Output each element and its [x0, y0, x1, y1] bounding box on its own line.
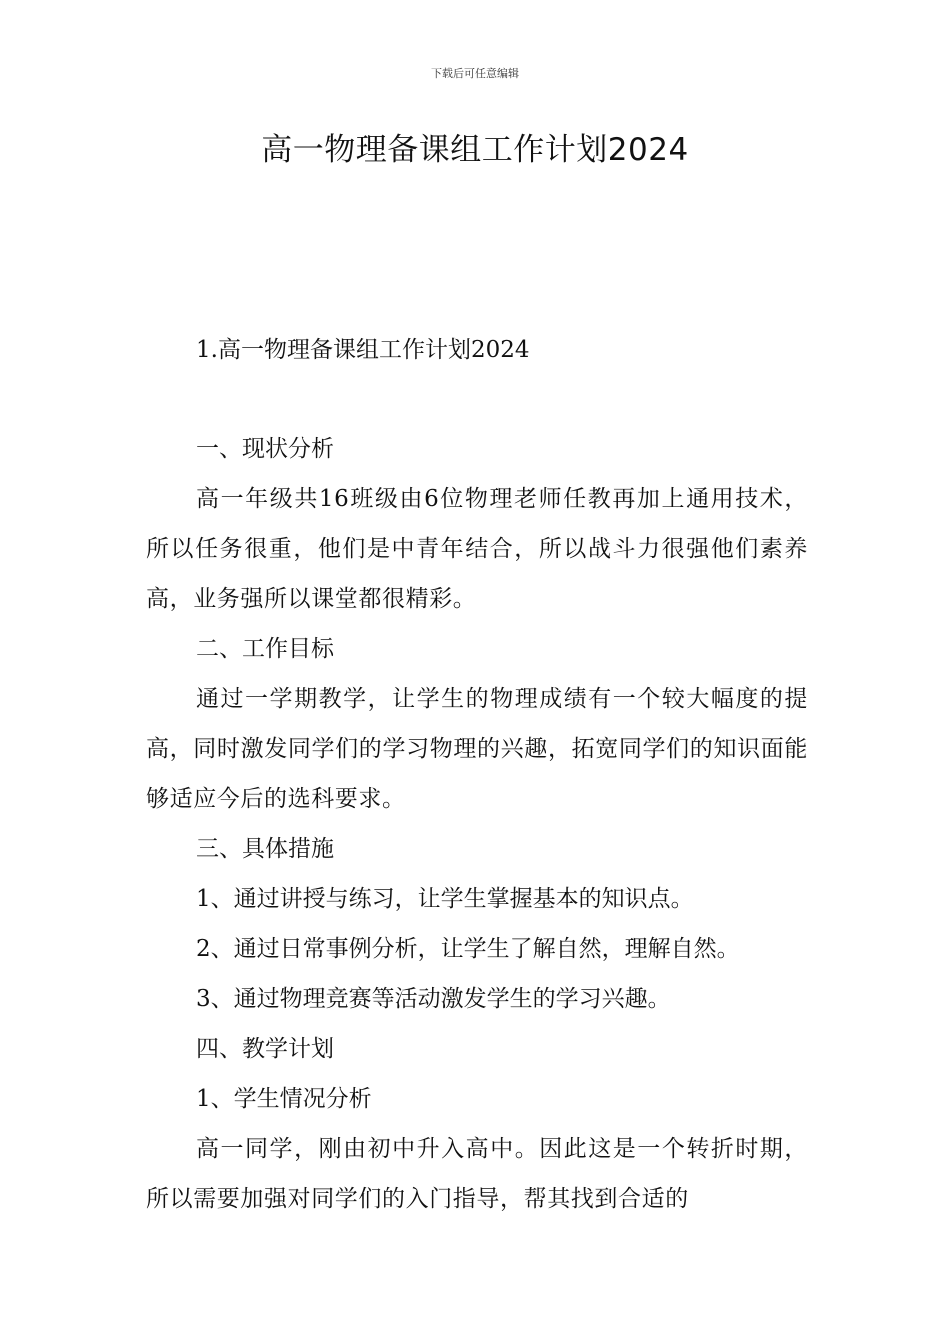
paragraph-status: 高一年级共16班级由6位物理老师任教再加上通用技术，所以任务很重，他们是中青年结合，所以战斗力很强他们素养高，业务强所以课堂都很精彩。 — [146, 486, 808, 612]
document-title: 高一物理备课组工作计划2024 — [261, 132, 689, 168]
subsection-heading-students: 1、学生情况分析 — [196, 1086, 372, 1112]
header-note: 下载后可任意编辑 — [431, 67, 519, 80]
paragraph-students: 高一同学，刚由初中升入高中。因此这是一个转折时期，所以需要加强对同学们的入门指导，帮其找到合适的 — [146, 1136, 808, 1212]
section-heading-plan: 四、教学计划 — [196, 1036, 334, 1062]
section-heading-measures: 三、具体措施 — [196, 836, 334, 862]
list-item-measure-3: 3、通过物理竞赛等活动激发学生的学习兴趣。 — [196, 986, 671, 1012]
list-item-measure-2: 2、通过日常事例分析，让学生了解自然，理解自然。 — [196, 936, 740, 962]
list-item-measure-1: 1、通过讲授与练习，让学生掌握基本的知识点。 — [196, 886, 694, 912]
section-heading-goals: 二、工作目标 — [196, 636, 334, 662]
section-heading-status: 一、现状分析 — [196, 436, 334, 462]
document-subtitle: 1.高一物理备课组工作计划2024 — [196, 337, 530, 363]
document-body — [146, 325, 808, 1224]
paragraph-goals: 通过一学期教学，让学生的物理成绩有一个较大幅度的提高，同时激发同学们的学习物理的兴趣，拓宽同学们的知识面能够适应今后的选科要求。 — [146, 686, 808, 812]
